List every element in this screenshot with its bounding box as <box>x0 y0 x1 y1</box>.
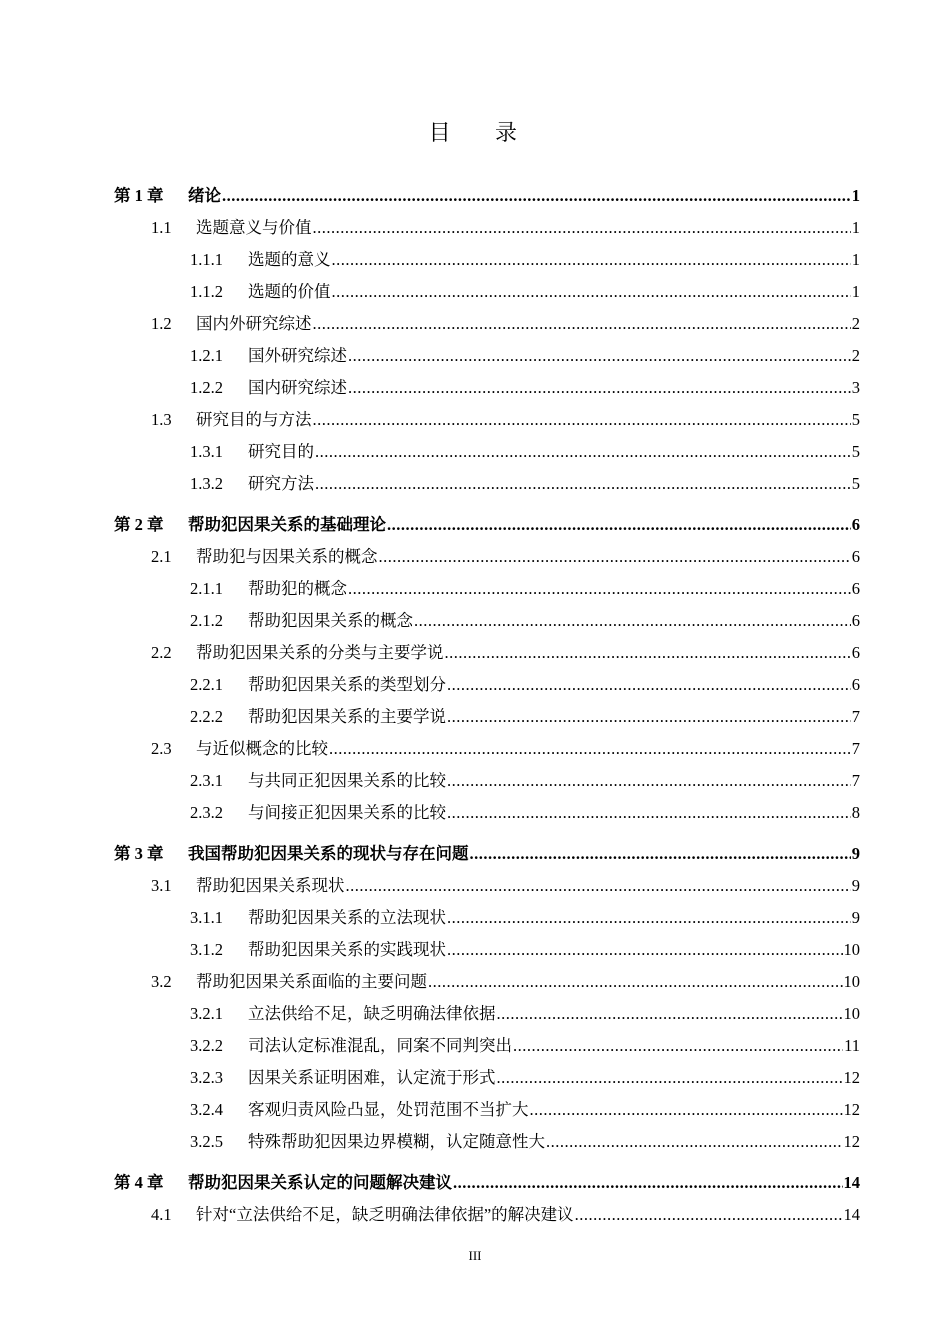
toc-entry-page: 7 <box>851 771 860 790</box>
toc-entry-page: 6 <box>851 643 860 662</box>
toc-entry[interactable] <box>151 542 860 572</box>
toc-entry-number: 4.1 <box>151 1205 172 1224</box>
toc-entry-title: 我国帮助犯因果关系的现状与存在问题 <box>188 844 469 863</box>
toc-entry-number: 2.3.2 <box>190 803 223 822</box>
toc-entry-title: 帮助犯因果关系的分类与主要学说 <box>196 643 444 662</box>
toc-entry[interactable] <box>114 181 860 211</box>
toc-entry-page: 6 <box>851 515 860 534</box>
toc-entry[interactable] <box>190 277 860 307</box>
toc-entry-title: 帮助犯因果关系面临的主要问题 <box>196 972 427 991</box>
toc-entry-title: 帮助犯的概念 <box>248 579 347 598</box>
toc-dot-leader <box>315 437 851 467</box>
toc-entry-title: 选题意义与价值 <box>196 218 312 237</box>
toc-entry-page: 2 <box>851 346 860 365</box>
toc-entry-number: 2.2 <box>151 643 172 662</box>
toc-dot-leader <box>447 702 851 732</box>
toc-dot-leader <box>315 469 851 499</box>
toc-entry[interactable] <box>151 1200 860 1230</box>
toc-entry-title: 选题的价值 <box>248 282 331 301</box>
toc-entry-page: 6 <box>851 547 860 566</box>
toc-entry-page: 11 <box>844 1036 860 1055</box>
toc-entry-page: 9 <box>851 908 860 927</box>
toc-entry-number: 2.2.1 <box>190 675 223 694</box>
toc-entry-title: 与共同正犯因果关系的比较 <box>248 771 446 790</box>
toc-entry-number: 2.3.1 <box>190 771 223 790</box>
toc-dot-leader <box>497 1063 843 1093</box>
toc-entry-number: 1.3 <box>151 410 172 429</box>
toc-entry[interactable] <box>114 1168 860 1198</box>
toc-entry[interactable] <box>151 734 860 764</box>
toc-entry-page: 14 <box>843 1173 860 1192</box>
toc-entry[interactable] <box>190 341 860 371</box>
toc-entry[interactable] <box>151 638 860 668</box>
toc-entry[interactable] <box>190 245 860 275</box>
toc-entry-number: 1.2.2 <box>190 378 223 397</box>
toc-dot-leader <box>470 839 851 869</box>
toc-entry[interactable] <box>190 1095 860 1125</box>
toc-dot-leader <box>530 1095 843 1125</box>
toc-entry-title: 特殊帮助犯因果边界模糊，认定随意性大 <box>248 1132 545 1151</box>
toc-dot-leader <box>546 1127 843 1157</box>
toc-dot-leader <box>348 373 851 403</box>
toc-dot-leader <box>513 1031 843 1061</box>
toc-entry-title: 与间接正犯因果关系的比较 <box>248 803 446 822</box>
toc-entry-title: 帮助犯因果关系现状 <box>196 876 345 895</box>
toc-entry-number: 第 4 章 <box>114 1173 164 1192</box>
toc-entry-title: 帮助犯因果关系的概念 <box>248 611 413 630</box>
toc-dot-leader <box>414 606 851 636</box>
toc-entry-number: 1.1.1 <box>190 250 223 269</box>
toc-entry-title: 针对“立法供给不足，缺乏明确法律依据”的解决建议 <box>196 1205 574 1224</box>
toc-entry-page: 12 <box>843 1132 860 1151</box>
toc-dot-leader <box>348 341 851 371</box>
toc-entry-title: 选题的意义 <box>248 250 331 269</box>
toc-entry[interactable] <box>151 405 860 435</box>
toc-entry-page: 12 <box>843 1068 860 1087</box>
toc-dot-leader <box>497 999 843 1029</box>
toc-dot-leader <box>313 309 851 339</box>
toc-entry[interactable] <box>190 1031 860 1061</box>
toc-entry-page: 5 <box>851 442 860 461</box>
toc-entry[interactable] <box>190 1127 860 1157</box>
toc-dot-leader <box>447 670 851 700</box>
toc-entry[interactable] <box>151 967 860 997</box>
toc-entry-page: 1 <box>851 250 860 269</box>
page-title <box>0 116 950 147</box>
toc-entry-page: 1 <box>851 186 860 205</box>
toc-entry[interactable] <box>190 437 860 467</box>
toc-entry-number: 3.2.5 <box>190 1132 223 1151</box>
toc-entry-number: 1.2 <box>151 314 172 333</box>
toc-entry-page: 6 <box>851 675 860 694</box>
toc-dot-leader <box>447 935 843 965</box>
toc-entry-title: 帮助犯因果关系的类型划分 <box>248 675 446 694</box>
toc-dot-leader <box>447 798 851 828</box>
toc-entry-title: 与近似概念的比较 <box>196 739 328 758</box>
toc-entry-number: 3.1 <box>151 876 172 895</box>
toc-entry-number: 2.3 <box>151 739 172 758</box>
toc-entry[interactable] <box>151 309 860 339</box>
toc-entry-title: 研究目的 <box>248 442 314 461</box>
toc-dot-leader <box>332 245 851 275</box>
toc-dot-leader <box>332 277 851 307</box>
toc-dot-leader <box>348 574 851 604</box>
toc-entry-page: 1 <box>851 282 860 301</box>
toc-entry-number: 1.1 <box>151 218 172 237</box>
toc-entry-number: 3.2.2 <box>190 1036 223 1055</box>
toc-entry-number: 3.1.1 <box>190 908 223 927</box>
toc-entry-page: 7 <box>851 707 860 726</box>
toc-dot-leader <box>575 1200 843 1230</box>
toc-entry[interactable] <box>190 574 860 604</box>
toc-entry[interactable] <box>114 839 860 869</box>
toc-entry-page: 5 <box>851 410 860 429</box>
toc-dot-leader <box>447 903 851 933</box>
toc-dot-leader <box>329 734 851 764</box>
toc-entry-number: 1.3.1 <box>190 442 223 461</box>
toc-dot-leader <box>387 510 851 540</box>
toc-entry[interactable] <box>190 798 860 828</box>
title-char-2: 录 <box>495 120 522 145</box>
toc-entry-title: 因果关系证明困难，认定流于形式 <box>248 1068 496 1087</box>
toc-entry-title: 帮助犯因果关系的实践现状 <box>248 940 446 959</box>
toc-entry-page: 5 <box>851 474 860 493</box>
toc-entry-page: 3 <box>851 378 860 397</box>
toc-entry-title: 帮助犯因果关系的立法现状 <box>248 908 446 927</box>
toc-entry[interactable] <box>151 213 860 243</box>
toc-entry-number: 3.2.3 <box>190 1068 223 1087</box>
toc-dot-leader <box>313 213 851 243</box>
toc-entry-number: 2.1.2 <box>190 611 223 630</box>
toc-entry[interactable] <box>151 871 860 901</box>
toc-entry[interactable] <box>190 1063 860 1093</box>
toc-entry[interactable] <box>190 606 860 636</box>
toc-dot-leader <box>379 542 851 572</box>
toc-dot-leader <box>453 1168 843 1198</box>
toc-entry[interactable] <box>190 903 860 933</box>
toc-entry-page: 9 <box>851 844 860 863</box>
toc-entry-title: 研究目的与方法 <box>196 410 312 429</box>
toc-entry-page: 9 <box>851 876 860 895</box>
toc-entry-title: 立法供给不足，缺乏明确法律依据 <box>248 1004 496 1023</box>
toc-dot-leader <box>346 871 851 901</box>
toc-entry[interactable] <box>190 702 860 732</box>
toc-entry-title: 帮助犯因果关系的主要学说 <box>248 707 446 726</box>
toc-entry-page: 10 <box>843 972 860 991</box>
toc-entry-title: 帮助犯因果关系的基础理论 <box>188 515 386 534</box>
toc-dot-leader <box>313 405 851 435</box>
toc-dot-leader <box>222 181 851 211</box>
toc-entry-number: 第 1 章 <box>114 186 164 205</box>
toc-entry-number: 3.2.1 <box>190 1004 223 1023</box>
toc-entry[interactable] <box>114 510 860 540</box>
toc-entry-title: 客观归责风险凸显，处罚范围不当扩大 <box>248 1100 529 1119</box>
toc-dot-leader <box>445 638 851 668</box>
toc-entry-page: 10 <box>843 1004 860 1023</box>
toc-entry-page: 2 <box>851 314 860 333</box>
toc-entry-page: 6 <box>851 611 860 630</box>
toc-entry-number: 1.2.1 <box>190 346 223 365</box>
toc-entry-number: 3.2 <box>151 972 172 991</box>
toc-entry-page: 7 <box>851 739 860 758</box>
toc-entry-page: 8 <box>851 803 860 822</box>
toc-entry[interactable] <box>190 670 860 700</box>
toc-entry[interactable] <box>190 766 860 796</box>
toc-entry[interactable] <box>190 373 860 403</box>
toc-entry[interactable] <box>190 469 860 499</box>
toc-entry-title: 国内研究综述 <box>248 378 347 397</box>
toc-entry-number: 3.1.2 <box>190 940 223 959</box>
page-number: III <box>468 1248 482 1263</box>
toc-entry-page: 12 <box>843 1100 860 1119</box>
toc-entry-number: 2.1.1 <box>190 579 223 598</box>
toc-dot-leader <box>447 766 851 796</box>
toc-entry-number: 1.1.2 <box>190 282 223 301</box>
toc-entry-title: 研究方法 <box>248 474 314 493</box>
toc-entry-title: 帮助犯因果关系认定的问题解决建议 <box>188 1173 452 1192</box>
toc-entry[interactable] <box>190 999 860 1029</box>
toc-dot-leader <box>428 967 843 997</box>
toc-entry-page: 6 <box>851 579 860 598</box>
toc-entry-title: 绪论 <box>188 186 221 205</box>
toc-entry-page: 1 <box>851 218 860 237</box>
toc-entry-page: 14 <box>843 1205 860 1224</box>
toc-entry-number: 2.2.2 <box>190 707 223 726</box>
title-char-1: 目 <box>428 120 455 145</box>
toc-entry-number: 第 2 章 <box>114 515 164 534</box>
toc-entry-title: 司法认定标准混乱，同案不同判突出 <box>248 1036 512 1055</box>
toc-entry[interactable] <box>190 935 860 965</box>
toc-entry-number: 1.3.2 <box>190 474 223 493</box>
toc-entry-title: 国外研究综述 <box>248 346 347 365</box>
toc-entry-number: 2.1 <box>151 547 172 566</box>
toc-entry-number: 3.2.4 <box>190 1100 223 1119</box>
toc-entry-title: 国内外研究综述 <box>196 314 312 333</box>
toc-entry-page: 10 <box>843 940 860 959</box>
toc-entry-title: 帮助犯与因果关系的概念 <box>196 547 378 566</box>
toc-entry-number: 第 3 章 <box>114 844 164 863</box>
